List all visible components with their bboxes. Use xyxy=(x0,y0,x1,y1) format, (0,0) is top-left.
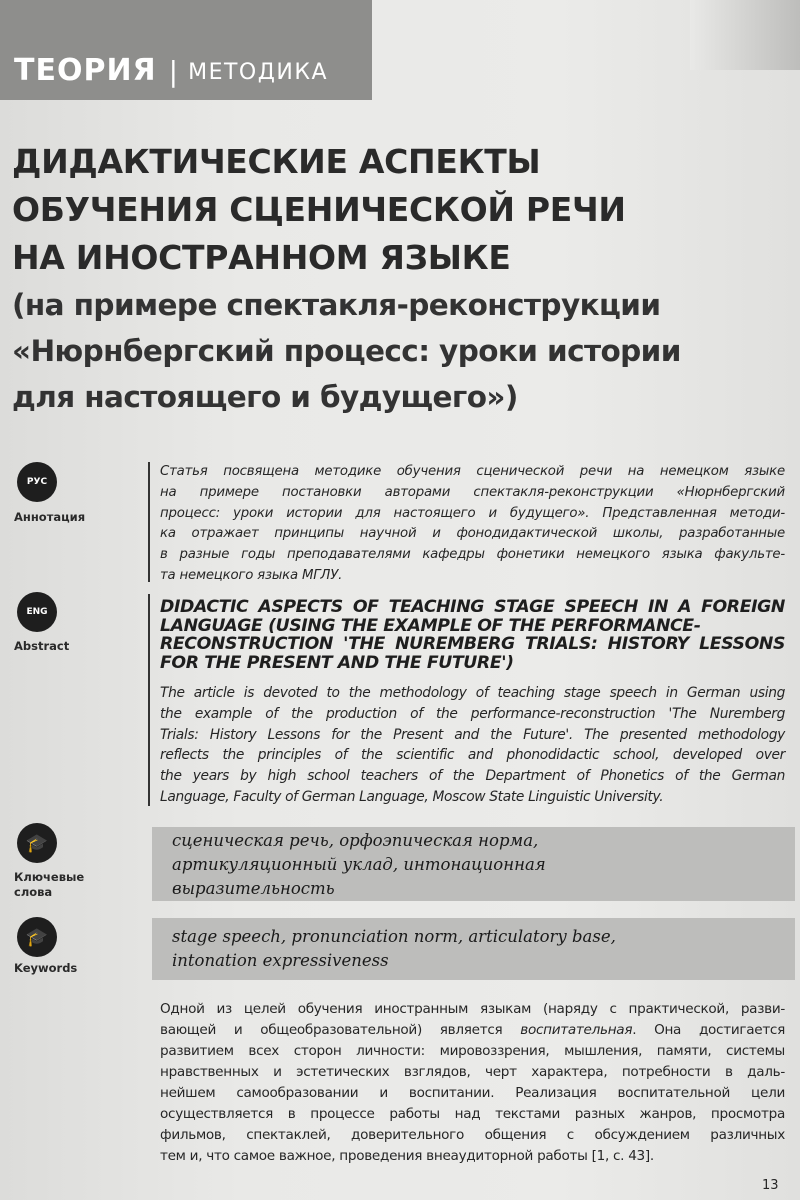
text-line: Статья посвящена методике обучения сценической речи на немецком языке xyxy=(160,464,785,479)
rubric-main: ТЕОРИЯ xyxy=(14,53,157,88)
text-line: нейшем самообразовании и воспитании. Реализация воспитательной цели xyxy=(160,1085,785,1101)
english-title xyxy=(160,598,785,672)
text-line xyxy=(160,1020,785,1041)
abstract-label: Abstract xyxy=(14,639,70,653)
keywords-en-label: Keywords xyxy=(14,961,78,975)
divider-line xyxy=(148,462,150,582)
text-line: DIDACTIC ASPECTS OF TEACHING STAGE SPEECH IN A FOREIGN xyxy=(160,597,785,617)
text-line: FOR THE PRESENT AND THE FUTURE') xyxy=(160,652,514,673)
section-rubric xyxy=(0,0,372,100)
text-line: ка отражает принципы научной и фонодидактической школы, разработанные xyxy=(160,526,785,542)
label-line: Ключевые xyxy=(14,870,85,884)
body-paragraph xyxy=(160,999,785,1167)
graduation-cap-icon: 🎓 xyxy=(17,823,57,863)
keywords-en-box xyxy=(152,918,795,980)
page-number: 13 xyxy=(762,1178,779,1193)
text-line: RECONSTRUCTION 'THE NUREMBERG TRIALS: HISTORY LESSONS xyxy=(160,634,785,654)
keyword-line: выразительность xyxy=(172,879,335,898)
pen-ru-icon: РУС xyxy=(17,462,57,502)
text-line: Одной из целей обучения иностранным языкам (наряду с практической, разви- xyxy=(160,1001,785,1017)
abstract-text xyxy=(160,683,785,808)
text-line: фильмов, спектаклей, доверительного общения с обсуждением различных xyxy=(160,1127,785,1143)
article-title xyxy=(12,138,792,420)
text-line: Trials: History Lessons for the Present and the Future'. The presented methodology xyxy=(160,726,785,743)
keyword-line: stage speech, pronunciation norm, articulatory base, xyxy=(172,927,616,946)
subtitle-line: «Нюрнбергский процесс: уроки истории xyxy=(12,334,681,368)
annotation-label: Аннотация xyxy=(14,510,86,524)
text-line: the years by high school teachers of the Department of Phonetics of the German xyxy=(160,768,785,785)
text-line: The article is devoted to the methodology of teaching stage speech in German using xyxy=(160,685,785,701)
graduation-cap-icon: 🎓 xyxy=(17,917,57,957)
annotation-text xyxy=(160,462,785,587)
text-line: развитием всех сторон личности: мировоззрения, мышления, памяти, системы xyxy=(160,1043,785,1059)
subtitle-line: для настоящего и будущего») xyxy=(12,380,518,414)
keywords-ru-label xyxy=(14,870,84,900)
keyword-line: артикуляционный уклад, интонационная xyxy=(172,855,546,874)
text-line: LANGUAGE (USING THE EXAMPLE OF THE PERFORMANCE- xyxy=(160,615,701,636)
text-line: тем и, что самое важное, проведения внеаудиторной работы [1, с. 43]. xyxy=(160,1148,654,1164)
keyword-line: сценическая речь, орфоэпическая норма, xyxy=(172,831,539,850)
title-line: ДИДАКТИЧЕСКИЕ АСПЕКТЫ xyxy=(12,142,541,181)
text-line: на примере постановки авторами спектакля-реконструкции «Нюрнбергский xyxy=(160,484,785,500)
text-line: the example of the production of the performance-reconstruction 'The Nuremberg xyxy=(160,705,785,722)
divider-line xyxy=(148,594,150,806)
title-line: ОБУЧЕНИЯ СЦЕНИЧЕСКОЙ РЕЧИ xyxy=(12,190,626,229)
text-line: в разные годы преподавателями кафедры фонетики немецкого языка факульте- xyxy=(160,547,785,563)
rubric-separator: | xyxy=(168,55,179,88)
text-span: вающей и общеобразовательной) является xyxy=(160,1022,521,1038)
page-corner-shade xyxy=(690,0,800,70)
pen-eng-icon: ENG xyxy=(17,592,57,632)
keywords-ru-box xyxy=(152,827,795,901)
rubric-sub: МЕТОДИКА xyxy=(188,60,329,85)
subtitle-line: (на примере спектакля-реконструкции xyxy=(12,288,661,322)
emphasis-word: воспитательная xyxy=(520,1022,633,1038)
title-line: НА ИНОСТРАННОМ ЯЗЫКЕ xyxy=(12,238,511,277)
text-line: нравственных и эстетических взглядов, черт характера, потребности в даль- xyxy=(160,1064,785,1080)
text-span: . Она достигается xyxy=(632,1022,785,1038)
keyword-line: intonation expressiveness xyxy=(172,951,389,970)
text-line: reflects the principles of the scientific and phonodidactic school, developed over xyxy=(160,747,785,764)
text-line: та немецкого языка МГЛУ. xyxy=(160,567,343,583)
label-line: слова xyxy=(14,885,53,899)
text-line: осуществляется в процессе работы над текстами разных жанров, просмотра xyxy=(160,1106,785,1122)
text-line: процесс: уроки истории для настоящего и будущего». Представленная методи- xyxy=(160,505,785,521)
text-line: Language, Faculty of German Language, Moscow State Linguistic University. xyxy=(160,788,664,805)
